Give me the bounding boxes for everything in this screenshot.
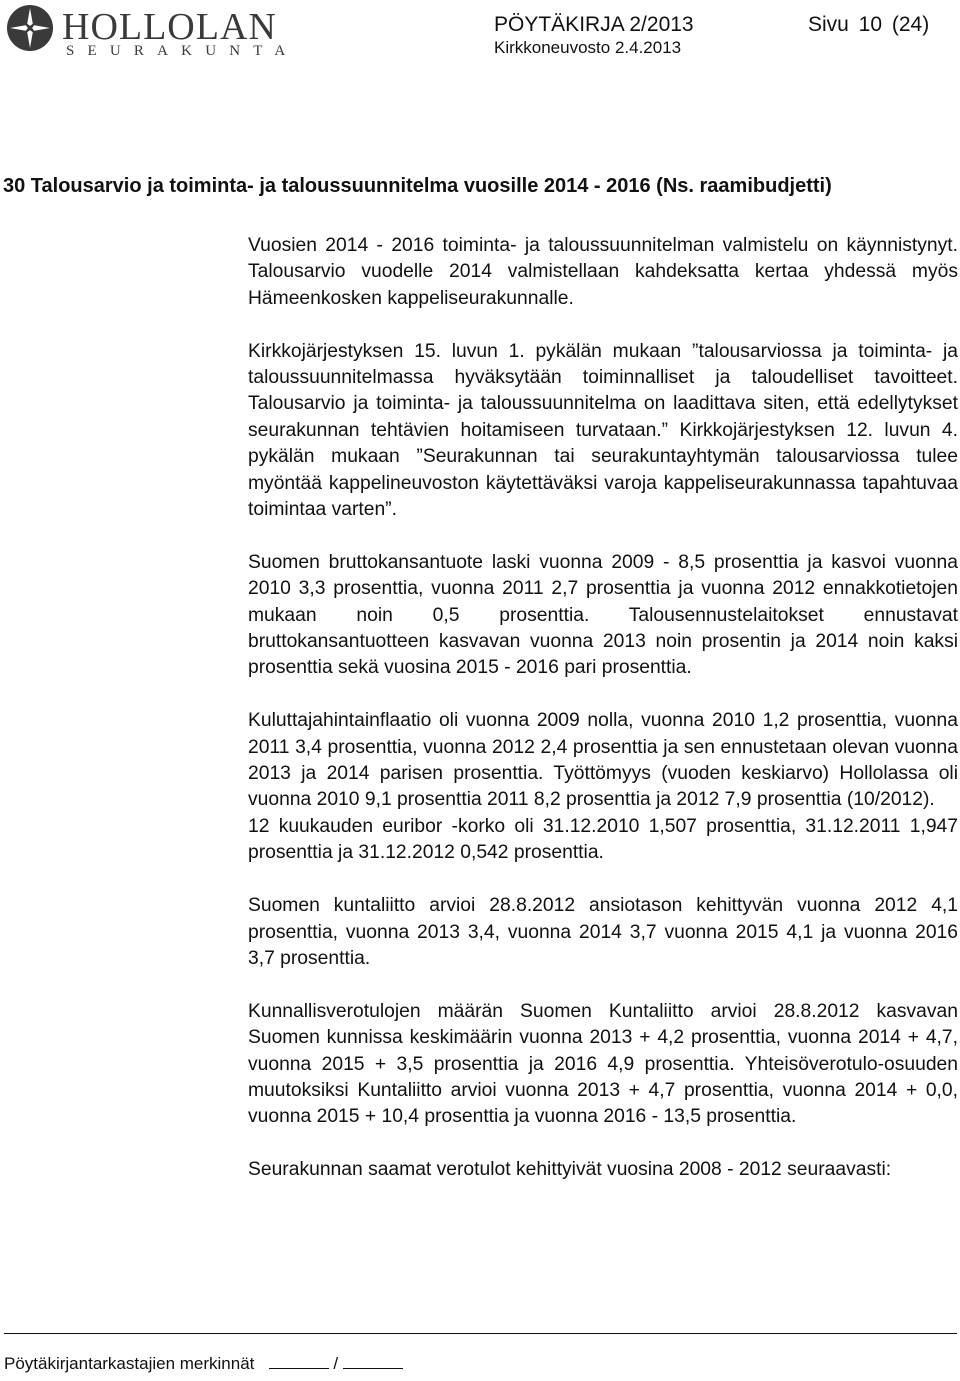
logo-name: HOLLOLAN [62,6,277,48]
hollola-parish-logo [6,4,299,60]
star-cross-icon [6,4,54,52]
footer [4,1353,403,1375]
paragraph: Suomen kuntaliitto arvioi 28.8.2012 ansiotason kehittyvän vuonna 2012 4,1 prosenttia, vuonna 2013 3,4, vuonna 2014 3,7 vuonna 2015 4,1 ja vuonna 2016 3,7 prosenttia. [248,895,958,969]
paragraph: Suomen bruttokansantuote laski vuonna 2009 - 8,5 prosenttia ja kasvoi vuonna 2010 3,3 prosenttia, vuonna 2011 2,7 prosenttia ja vuonna 2012 ennakkotietojen mukaan noin 0,5 prosenttia. Talousennustelaitokset ennustavat bruttokansantuotteen kasvavan vuonna 2013 noin prosentin ja 2014 noin kaksi prosenttia sekä vuosina 2015 - 2016 pari prosenttia. [248,551,958,679]
body-text [248,233,958,1210]
paragraph: Kuluttajahintainflaatio oli vuonna 2009 nolla, vuonna 2010 1,2 prosenttia, vuonna 2011 3,4 prosenttia, vuonna 2012 2,4 prosenttia ja sen ennustetaan olevan vuonna 2013 ja 2014 parisen prosenttia. Työttömyys (vuoden keskiarvo) Hollolassa oli vuonna 2010 9,1 prosenttia 2011 8,2 prosenttia ja 2012 7,9 prosenttia (10/2012). [248,710,958,811]
paragraph: Kirkkojärjestyksen 15. luvun 1. pykälän mukaan ”talousarviossa ja toiminta- ja taloussuunnitelmassa hyväksytään toiminnalliset ja taloudelliset tavoitteet. Talousarvio ja toiminta- ja taloussuunnitelma on laadittava siten, että edellytykset seurakunnan tehtävien hoitamiseen turvataan.” Kirkkojärjestyksen 12. luvun 4. pykälän mukaan ”Seurakunnan tai seurakuntayhtymän talousarviossa tulee myöntää kappelineuvoston käytettäväksi varoja kappeliseurakunnassa tapahtuvaa toimintaa varten”. [248,340,958,521]
initials-blank [269,1354,329,1369]
section-heading: 30 Talousarvio ja toiminta- ja taloussuunnitelma vuosille 2014 - 2016 (Ns. raamibudjetti) [3,175,832,197]
logo-subtitle: SEURAKUNTA [66,43,299,59]
paragraph: Seurakunnan saamat verotulot kehittyivät vuosina 2008 - 2012 seuraavasti: [248,1159,892,1181]
paragraph: Kunnallisverotulojen määrän Suomen Kuntaliitto arvioi 28.8.2012 kasvavan Suomen kunnissa keskimäärin vuonna 2013 + 4,2 prosenttia, vuonna 2014 + 4,7, vuonna 2015 + 3,5 prosenttia ja 2016 4,9 prosenttia. Yhteisöverotulo-osuuden muutoksiksi Kuntaliitto arvioi vuonna 2013 + 4,7 prosenttia, vuonna 2014 + 0,0, vuonna 2015 + 10,4 prosenttia ja vuonna 2016 - 13,5 prosenttia. [248,1000,958,1128]
meeting-name-date: Kirkkoneuvosto 2.4.2013 [494,38,682,57]
page-number: Sivu 10 (24) [808,13,930,36]
paragraph: Vuosien 2014 - 2016 toiminta- ja taloussuunnitelman valmistelu on käynnistynyt. Talousarvio vuodelle 2014 valmistellaan kahdeksatta kertaa yhdessä myös Hämeenkosken kappeliseurakunnalle. [248,235,958,309]
document-title: PÖYTÄKIRJA 2/2013 [494,13,694,36]
reviewer-marks-label: Pöytäkirjantarkastajien merkinnät [4,1354,255,1373]
page-header [0,0,960,70]
footer-divider [4,1333,957,1334]
initials-blank [343,1354,403,1369]
paragraph: 12 kuukauden euribor -korko oli 31.12.2010 1,507 prosenttia, 31.12.2011 1,947 prosenttia ja 31.12.2012 0,542 prosenttia. [248,815,958,864]
initials-separator: / [333,1354,339,1373]
